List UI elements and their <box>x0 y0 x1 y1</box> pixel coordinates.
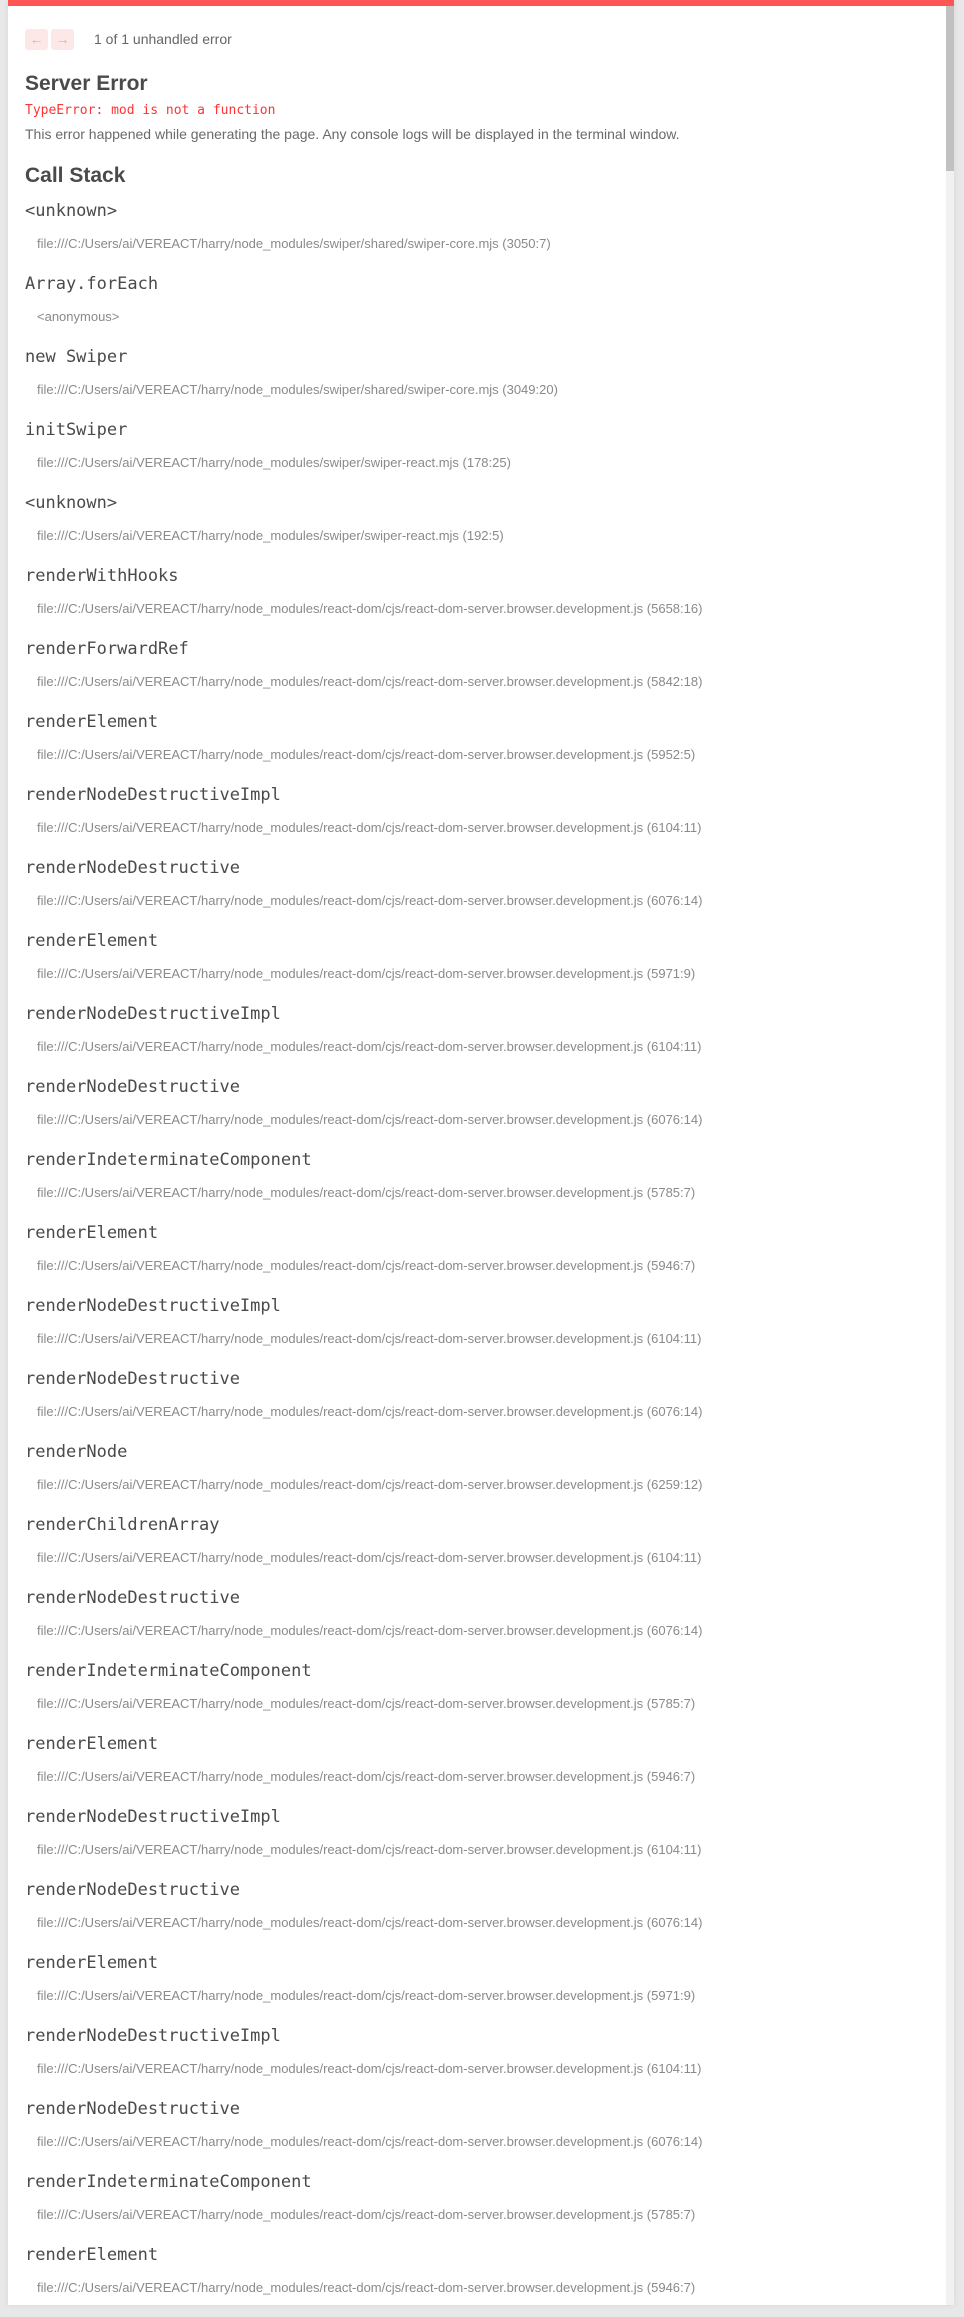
dialog-content <box>25 24 930 2305</box>
stack-frame-function: <unknown> <box>25 493 118 513</box>
stack-frame[interactable] <box>25 1660 930 1733</box>
stack-frame-location[interactable]: file:///C:/Users/ai/VEREACT/harry/node_modules/react-dom/cjs/react-dom-server.browser.development.js (5785:7) <box>37 1696 696 1711</box>
stack-frame[interactable] <box>25 565 930 638</box>
stack-frame-location[interactable]: file:///C:/Users/ai/VEREACT/harry/node_modules/react-dom/cjs/react-dom-server.browser.development.js (5952:5) <box>37 747 696 762</box>
stack-frame[interactable] <box>25 1076 930 1149</box>
stack-frame-function: renderIndeterminateComponent <box>25 1661 312 1681</box>
stack-frame[interactable] <box>25 1295 930 1368</box>
stack-frame-function: renderElement <box>25 1953 159 1973</box>
error-nav <box>25 24 930 54</box>
stack-frame[interactable] <box>25 273 930 346</box>
stack-frame-location[interactable]: <anonymous> <box>37 309 120 324</box>
stack-frame-function: renderNodeDestructiveImpl <box>25 785 281 805</box>
stack-frame-function: renderNode <box>25 1442 128 1462</box>
stack-frame-function: renderNodeDestructiveImpl <box>25 2026 281 2046</box>
stack-frame-function: renderWithHooks <box>25 566 179 586</box>
stack-frame-function: renderNodeDestructive <box>25 1369 240 1389</box>
scrollbar-thumb[interactable] <box>946 6 954 171</box>
stack-frame-location[interactable]: file:///C:/Users/ai/VEREACT/harry/node_modules/react-dom/cjs/react-dom-server.browser.development.js (6104:11) <box>37 2061 702 2076</box>
stack-frame-location[interactable]: file:///C:/Users/ai/VEREACT/harry/node_modules/react-dom/cjs/react-dom-server.browser.development.js (6104:11) <box>37 1550 702 1565</box>
stack-frame[interactable] <box>25 1587 930 1660</box>
stack-frame-function: renderNodeDestructive <box>25 1077 240 1097</box>
stack-frame[interactable] <box>25 1003 930 1076</box>
error-description: This error happened while generating the page. Any console logs will be displayed in the terminal window. <box>25 126 680 142</box>
stack-frame-location[interactable]: file:///C:/Users/ai/VEREACT/harry/node_modules/react-dom/cjs/react-dom-server.browser.development.js (5785:7) <box>37 2207 696 2222</box>
stack-frame-location[interactable]: file:///C:/Users/ai/VEREACT/harry/node_modules/react-dom/cjs/react-dom-server.browser.development.js (5785:7) <box>37 1185 696 1200</box>
error-message: TypeError: mod is not a function <box>25 103 276 118</box>
stack-frame[interactable] <box>25 419 930 492</box>
arrow-left-icon: ← <box>29 31 44 47</box>
stack-frame-location[interactable]: file:///C:/Users/ai/VEREACT/harry/node_modules/react-dom/cjs/react-dom-server.browser.development.js (6076:14) <box>37 1915 703 1930</box>
stack-frame-function: renderElement <box>25 1223 159 1243</box>
stack-frame[interactable] <box>25 1441 930 1514</box>
error-overlay-dialog <box>8 0 954 2305</box>
stack-frame-location[interactable]: file:///C:/Users/ai/VEREACT/harry/node_modules/react-dom/cjs/react-dom-server.browser.development.js (5971:9) <box>37 1988 696 2003</box>
stack-frame-function: renderNodeDestructiveImpl <box>25 1807 281 1827</box>
stack-frame-function: renderElement <box>25 1734 159 1754</box>
stack-frame-location[interactable]: file:///C:/Users/ai/VEREACT/harry/node_modules/react-dom/cjs/react-dom-server.browser.development.js (6104:11) <box>37 820 702 835</box>
next-error-button[interactable] <box>51 29 74 50</box>
stack-frame[interactable] <box>25 2025 930 2098</box>
stack-frame-function: renderNodeDestructive <box>25 858 240 878</box>
stack-frame-location[interactable]: file:///C:/Users/ai/VEREACT/harry/node_modules/react-dom/cjs/react-dom-server.browser.development.js (6076:14) <box>37 893 703 908</box>
stack-frame[interactable] <box>25 1733 930 1806</box>
stack-frame-function: initSwiper <box>25 420 128 440</box>
stack-frame-location[interactable]: file:///C:/Users/ai/VEREACT/harry/node_modules/react-dom/cjs/react-dom-server.browser.development.js (6076:14) <box>37 2134 703 2149</box>
stack-frame-function: renderNodeDestructiveImpl <box>25 1296 281 1316</box>
stack-frame[interactable] <box>25 2171 930 2244</box>
stack-frame[interactable] <box>25 346 930 419</box>
stack-frame-location[interactable]: file:///C:/Users/ai/VEREACT/harry/node_modules/swiper/swiper-react.mjs (178:25) <box>37 455 511 470</box>
stack-frame-function: renderIndeterminateComponent <box>25 2172 312 2192</box>
stack-frame-location[interactable]: file:///C:/Users/ai/VEREACT/harry/node_modules/react-dom/cjs/react-dom-server.browser.development.js (6104:11) <box>37 1842 702 1857</box>
stack-frame-location[interactable]: file:///C:/Users/ai/VEREACT/harry/node_modules/react-dom/cjs/react-dom-server.browser.development.js (5842:18) <box>37 674 703 689</box>
stack-frame-function: renderElement <box>25 2245 159 2265</box>
stack-frame[interactable] <box>25 1149 930 1222</box>
stack-frame-location[interactable]: file:///C:/Users/ai/VEREACT/harry/node_modules/react-dom/cjs/react-dom-server.browser.development.js (6076:14) <box>37 1404 703 1419</box>
stack-frame-location[interactable]: file:///C:/Users/ai/VEREACT/harry/node_modules/react-dom/cjs/react-dom-server.browser.development.js (5946:7) <box>37 1769 696 1784</box>
stack-frame[interactable] <box>25 1806 930 1879</box>
stack-frame[interactable] <box>25 857 930 930</box>
stack-frame-function: renderNodeDestructiveImpl <box>25 1004 281 1024</box>
stack-frame-location[interactable]: file:///C:/Users/ai/VEREACT/harry/node_modules/react-dom/cjs/react-dom-server.browser.development.js (6076:14) <box>37 1623 703 1638</box>
stack-frame[interactable] <box>25 492 930 565</box>
stack-frame-function: renderElement <box>25 931 159 951</box>
stack-frame[interactable] <box>25 1514 930 1587</box>
stack-frame[interactable] <box>25 1879 930 1952</box>
call-stack-list <box>25 200 930 2305</box>
error-counter: 1 of 1 unhandled error <box>94 31 232 47</box>
stack-frame[interactable] <box>25 2098 930 2171</box>
stack-frame-location[interactable]: file:///C:/Users/ai/VEREACT/harry/node_modules/swiper/shared/swiper-core.mjs (3049:20) <box>37 382 558 397</box>
stack-frame-location[interactable]: file:///C:/Users/ai/VEREACT/harry/node_modules/react-dom/cjs/react-dom-server.browser.development.js (6104:11) <box>37 1039 702 1054</box>
stack-frame-location[interactable]: file:///C:/Users/ai/VEREACT/harry/node_modules/react-dom/cjs/react-dom-server.browser.development.js (6259:12) <box>37 1477 703 1492</box>
stack-frame[interactable] <box>25 200 930 273</box>
stack-frame-function: Array.forEach <box>25 274 159 294</box>
stack-frame-location[interactable]: file:///C:/Users/ai/VEREACT/harry/node_modules/react-dom/cjs/react-dom-server.browser.development.js (5971:9) <box>37 966 696 981</box>
stack-frame[interactable] <box>25 638 930 711</box>
stack-frame[interactable] <box>25 930 930 1003</box>
arrow-right-icon: → <box>55 31 70 47</box>
stack-frame-function: renderForwardRef <box>25 639 189 659</box>
scrollbar[interactable] <box>946 6 954 2305</box>
stack-frame-function: renderElement <box>25 712 159 732</box>
stack-frame[interactable] <box>25 711 930 784</box>
call-stack-title: Call Stack <box>25 164 126 187</box>
error-title: Server Error <box>25 72 148 95</box>
stack-frame-function: renderNodeDestructive <box>25 1588 240 1608</box>
stack-frame-function: renderIndeterminateComponent <box>25 1150 312 1170</box>
stack-frame[interactable] <box>25 1952 930 2025</box>
stack-frame-location[interactable]: file:///C:/Users/ai/VEREACT/harry/node_modules/react-dom/cjs/react-dom-server.browser.development.js (5946:7) <box>37 2280 696 2295</box>
stack-frame-location[interactable]: file:///C:/Users/ai/VEREACT/harry/node_modules/react-dom/cjs/react-dom-server.browser.development.js (6076:14) <box>37 1112 703 1127</box>
stack-frame[interactable] <box>25 1368 930 1441</box>
stack-frame-location[interactable]: file:///C:/Users/ai/VEREACT/harry/node_modules/swiper/shared/swiper-core.mjs (3050:7) <box>37 236 551 251</box>
stack-frame[interactable] <box>25 2244 930 2305</box>
stack-frame-function: <unknown> <box>25 201 118 221</box>
stack-frame-location[interactable]: file:///C:/Users/ai/VEREACT/harry/node_modules/react-dom/cjs/react-dom-server.browser.development.js (5946:7) <box>37 1258 696 1273</box>
stack-frame[interactable] <box>25 1222 930 1295</box>
stack-frame-function: renderChildrenArray <box>25 1515 220 1535</box>
stack-frame-function: new Swiper <box>25 347 128 367</box>
prev-error-button[interactable] <box>25 29 48 50</box>
stack-frame-function: renderNodeDestructive <box>25 1880 240 1900</box>
stack-frame-location[interactable]: file:///C:/Users/ai/VEREACT/harry/node_modules/react-dom/cjs/react-dom-server.browser.development.js (6104:11) <box>37 1331 702 1346</box>
stack-frame-location[interactable]: file:///C:/Users/ai/VEREACT/harry/node_modules/react-dom/cjs/react-dom-server.browser.development.js (5658:16) <box>37 601 703 616</box>
stack-frame[interactable] <box>25 784 930 857</box>
stack-frame-function: renderNodeDestructive <box>25 2099 240 2119</box>
stack-frame-location[interactable]: file:///C:/Users/ai/VEREACT/harry/node_modules/swiper/swiper-react.mjs (192:5) <box>37 528 504 543</box>
